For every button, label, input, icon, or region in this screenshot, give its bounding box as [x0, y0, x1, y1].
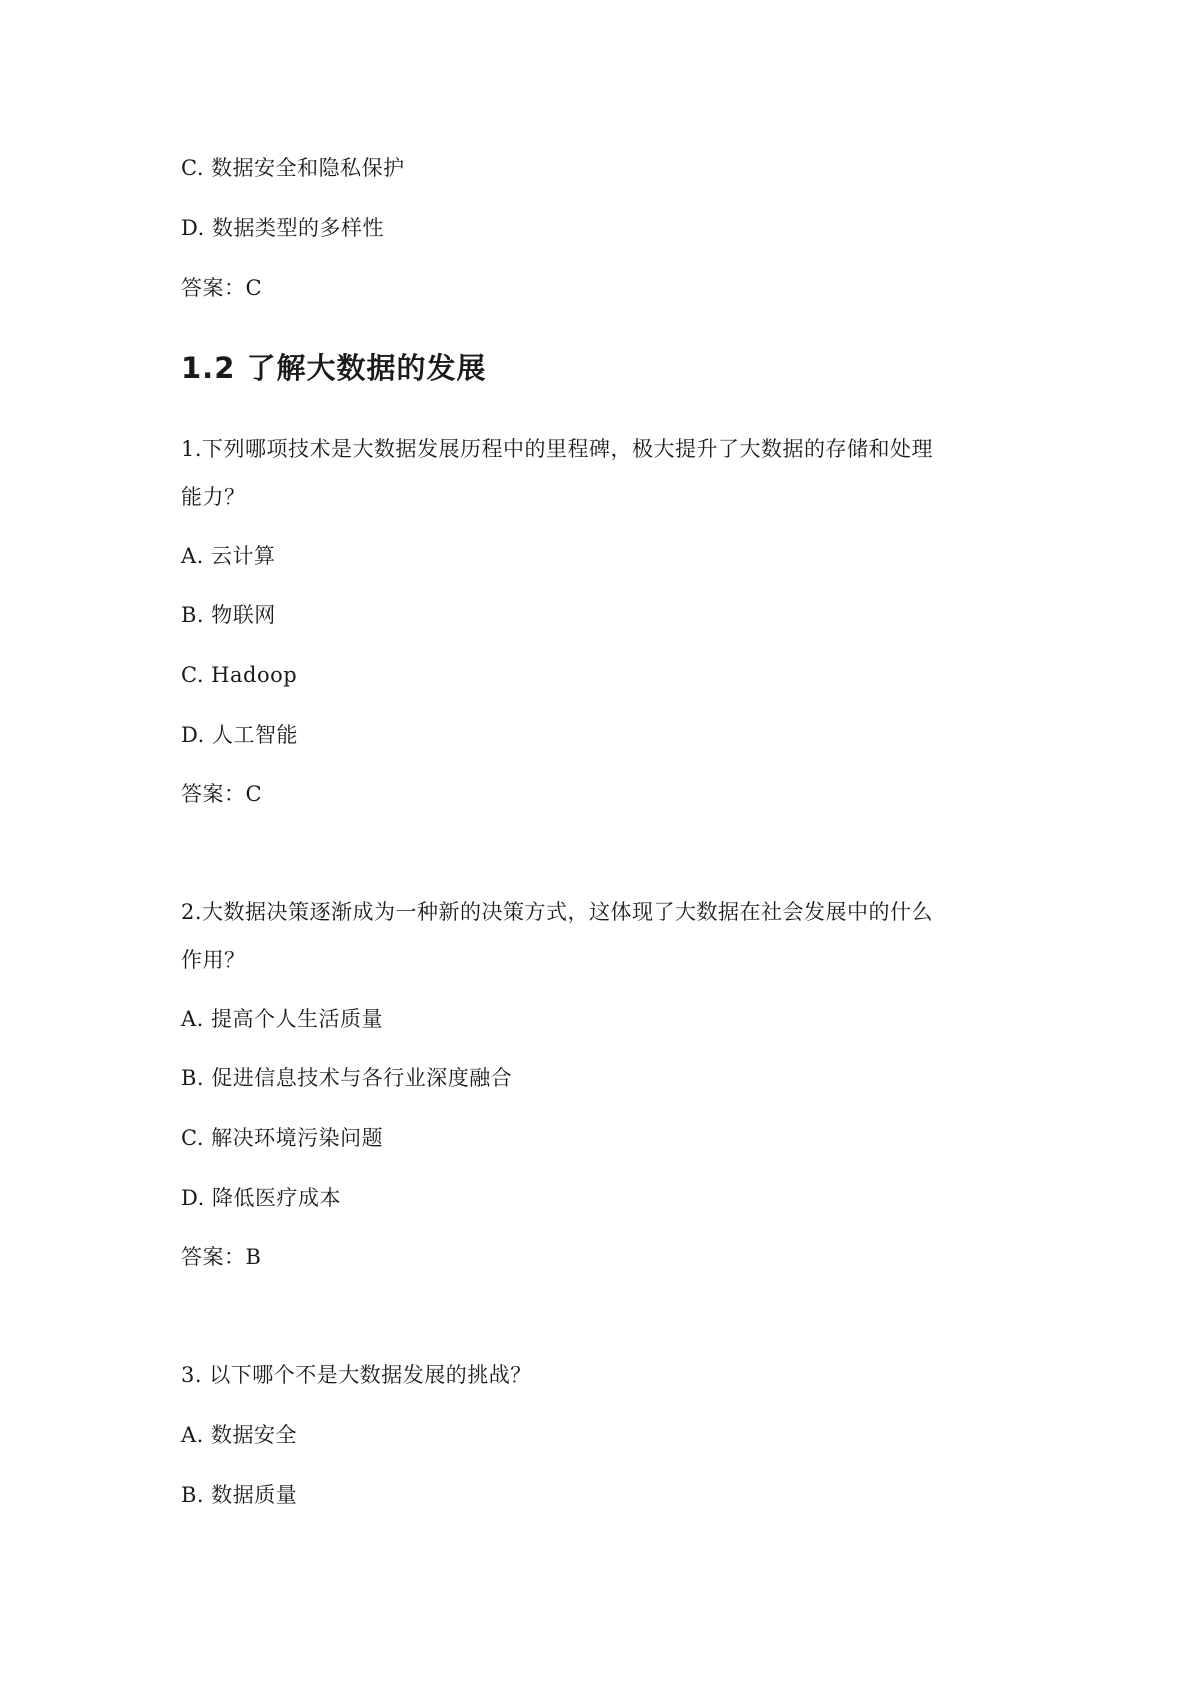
question-3-option-a: A. 数据安全 [181, 1423, 298, 1447]
question-1-option-d: D. 人工智能 [181, 723, 298, 747]
question-1-stem-line-1: 1.下列哪项技术是大数据发展历程中的里程碑，极大提升了大数据的存储和处理 [181, 437, 934, 461]
question-1-option-a: A. 云计算 [181, 544, 276, 568]
question-1-stem-line-2: 能力？ [181, 485, 246, 509]
question-1-option-c: C. Hadoop [181, 663, 298, 687]
question-2-option-c: C. 解决环境污染问题 [181, 1126, 384, 1150]
question-3-option-b: B. 数据质量 [181, 1483, 298, 1507]
section-heading: 1.2 了解大数据的发展 [181, 351, 487, 385]
answer-line: 答案：C [181, 276, 263, 300]
option-d: D. 数据类型的多样性 [181, 216, 384, 240]
question-1-option-b: B. 物联网 [181, 603, 276, 627]
question-2-option-d: D. 降低医疗成本 [181, 1186, 341, 1210]
option-c: C. 数据安全和隐私保护 [181, 156, 405, 180]
question-2-answer: 答案：B [181, 1245, 262, 1269]
question-2-option-a: A. 提高个人生活质量 [181, 1007, 384, 1031]
question-1-answer: 答案：C [181, 782, 263, 806]
question-2-stem-line-2: 作用？ [181, 948, 246, 972]
question-2-option-b: B. 促进信息技术与各行业深度融合 [181, 1066, 513, 1090]
question-3-stem-line-1: 3. 以下哪个不是大数据发展的挑战？ [181, 1363, 532, 1387]
question-2-stem-line-1: 2.大数据决策逐渐成为一种新的决策方式，这体现了大数据在社会发展中的什么 [181, 900, 934, 924]
